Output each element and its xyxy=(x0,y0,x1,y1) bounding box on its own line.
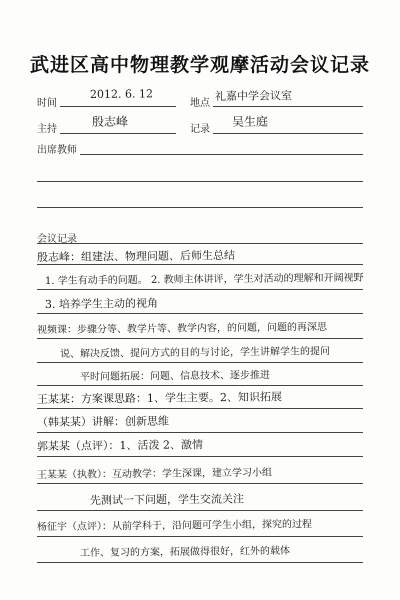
minutes-line: 王某某：方案课思路：1、学生主要。2、知识拓展 xyxy=(36,390,283,406)
minutes-line: 王某某（执教）：互动教学：学生深课，建立学习小组 xyxy=(36,467,273,481)
minutes-rule xyxy=(37,456,363,457)
minutes-rule xyxy=(37,483,363,484)
minutes-line: 说、解决反馈、提问方式的目的与讨论，学生讲解学生的提问 xyxy=(59,346,331,360)
minutes-header-line xyxy=(37,243,363,244)
host-value: 殷志峰 xyxy=(91,114,129,129)
minutes-line: 杨征宇（点评）：从前学科于，沿问题可学生小组，探究的过程 xyxy=(36,519,313,533)
minutes-rule xyxy=(37,408,363,409)
time-value: 2012. 6. 12 xyxy=(89,87,154,101)
attendees-line-3 xyxy=(37,207,363,208)
place-label: 地点 xyxy=(190,98,210,109)
minutes-line: 1. 学生有动手的问题。 2. 教师主体讲评，学生对活动的理解和开阔视野 xyxy=(44,272,364,287)
minutes-label: 会议记录 xyxy=(37,234,77,245)
recorder-value: 吴生庭 xyxy=(231,114,269,129)
minutes-line: 殷志峰：组建法、物理问题、后师生总结 xyxy=(36,248,236,264)
minutes-line: 先测试一下问题，学生交流关注 xyxy=(89,492,245,507)
time-underline xyxy=(60,106,176,107)
minutes-line: 郭某某（点评）：1、活泼 2、激情 xyxy=(36,438,204,453)
minutes-line: 工作、复习的方案，拓展做得很好，红外的载体 xyxy=(79,545,291,559)
minutes-line: （韩某某）讲解：创新思维 xyxy=(36,414,170,429)
place-value: 礼嘉中学会议室 xyxy=(214,89,293,103)
minutes-rule xyxy=(37,385,363,386)
recorder-label: 记录 xyxy=(190,124,210,135)
minutes-rule xyxy=(37,338,363,339)
minutes-rule xyxy=(37,313,363,314)
time-label: 时间 xyxy=(37,98,57,109)
minutes-rule xyxy=(37,562,363,563)
minutes-line: 3. 培养学生主动的视角 xyxy=(44,296,159,311)
minutes-line: 视频课：步骤分等、教学片等、教学内容，的问题，问题的再深思 xyxy=(36,321,328,336)
minutes-rule xyxy=(37,264,363,265)
minutes-rule xyxy=(37,536,363,537)
form-title: 武进区高中物理教学观摩活动会议记录 xyxy=(29,54,370,76)
minutes-line: 平时问题拓展：问题、信息技术、逐步推进 xyxy=(79,370,271,383)
attendees-line-1 xyxy=(80,154,363,155)
place-underline xyxy=(213,106,363,107)
minutes-rule xyxy=(37,362,363,363)
host-underline xyxy=(60,133,176,134)
host-label: 主持 xyxy=(37,124,57,135)
minutes-rule xyxy=(37,432,363,433)
minutes-rule xyxy=(37,510,363,511)
attendees-line-2 xyxy=(37,181,363,182)
recorder-underline xyxy=(213,133,363,134)
minutes-rule xyxy=(37,289,363,290)
attendees-label: 出席教师 xyxy=(37,145,77,156)
